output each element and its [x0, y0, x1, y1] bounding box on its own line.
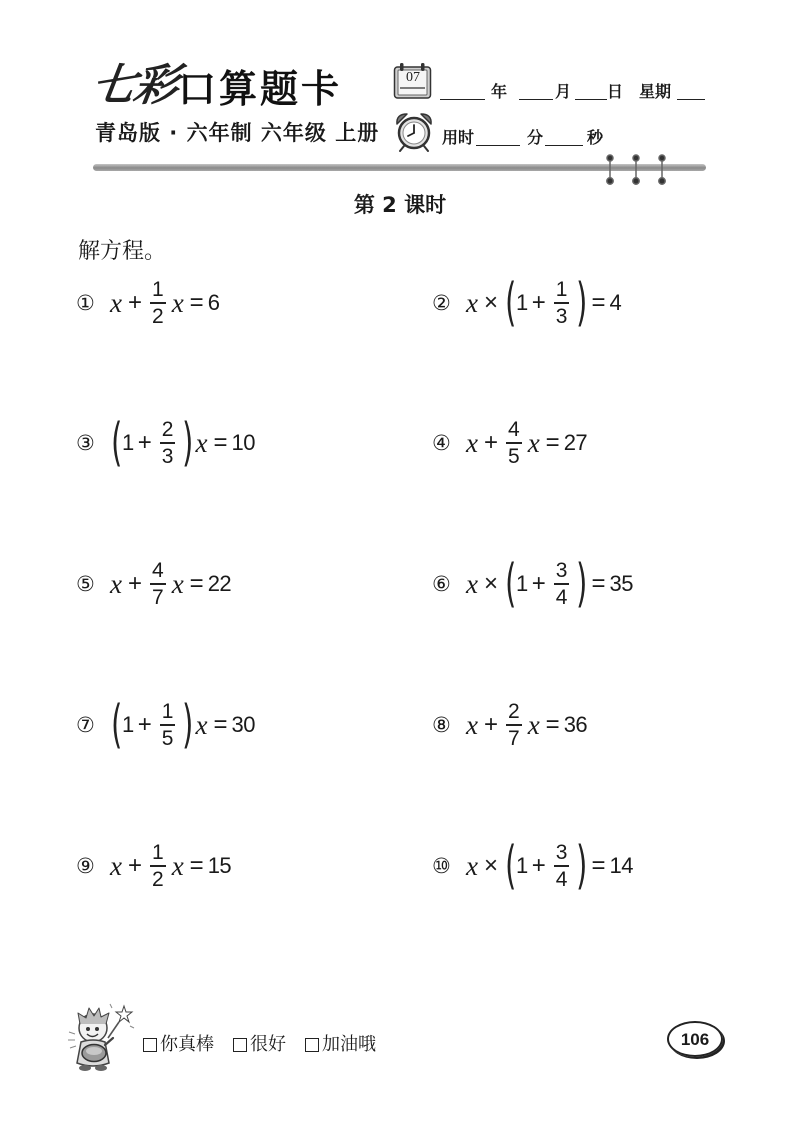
result-value: 10 [231, 430, 255, 455]
variable-x: x [466, 568, 478, 599]
fraction [554, 560, 570, 608]
result-value: 22 [207, 571, 232, 596]
rating-label: 你真棒 [160, 1034, 214, 1055]
rating-checkbox [305, 1038, 319, 1052]
equals-sign: = [213, 711, 228, 738]
number-one: 1 [516, 571, 528, 596]
lesson-title: 第 2 课时 [353, 193, 447, 217]
plus-sign: + [127, 570, 142, 597]
rating-checkbox [233, 1038, 247, 1052]
numerator: 2 [161, 418, 174, 441]
problem-number: ⑨ [76, 853, 95, 878]
problem-2 [432, 273, 621, 333]
denominator: 3 [160, 442, 176, 467]
month-label: 月 [555, 82, 572, 101]
rating-label: 加油哦 [322, 1034, 376, 1055]
date-fields [440, 80, 705, 100]
weekday-blank [677, 84, 705, 100]
rating-option-excellent [143, 1036, 214, 1054]
binding-rings-icon [600, 154, 675, 186]
alarm-clock-icon [393, 110, 435, 152]
numerator: 2 [508, 700, 520, 723]
problem-number: ⑤ [76, 571, 95, 596]
problem-number: ⑩ [432, 853, 451, 878]
denominator: 5 [506, 442, 522, 467]
equals-sign: = [189, 570, 204, 597]
equals-sign: = [189, 289, 204, 316]
variable-x: x [466, 850, 478, 881]
plus-sign: + [531, 289, 546, 316]
fraction [554, 279, 570, 327]
fraction [506, 701, 522, 749]
result-value: 35 [609, 571, 633, 596]
problem-9 [76, 836, 231, 896]
result-value: 27 [563, 430, 588, 455]
rating-checkbox [143, 1038, 157, 1052]
variable-x: x [171, 850, 184, 881]
problem-number: ⑧ [432, 712, 451, 737]
equals-sign: = [591, 852, 606, 879]
year-blank [440, 84, 485, 100]
problem-6 [432, 554, 633, 614]
variable-x: x [466, 287, 478, 318]
numerator: 1 [152, 278, 164, 301]
problem-7 [76, 695, 255, 755]
result-value: 6 [207, 290, 220, 315]
page-number: 106 [680, 1029, 710, 1049]
day-label: 日 [607, 82, 624, 101]
plus-sign: + [127, 852, 142, 879]
fraction [150, 279, 166, 327]
times-sign: × [483, 570, 498, 597]
day-blank [575, 84, 607, 100]
weekday-label: 星期 [639, 82, 672, 101]
problem-number: ⑦ [76, 712, 95, 737]
problem-1 [76, 273, 219, 333]
minutes-label: 分 [527, 128, 544, 147]
result-value: 4 [609, 290, 622, 315]
variable-x: x [171, 287, 184, 318]
left-parenthesis: ( [111, 413, 123, 473]
left-parenthesis: ( [505, 273, 517, 333]
problem-10 [432, 836, 633, 896]
numerator: 1 [555, 278, 568, 301]
problem-8 [432, 695, 587, 755]
fraction [160, 419, 176, 467]
variable-x: x [527, 709, 540, 740]
edition-subtitle: 青岛版 · 六年制 六年级 上册 [95, 121, 380, 145]
result-value: 14 [609, 853, 633, 878]
times-sign: × [483, 852, 498, 879]
numerator: 1 [161, 700, 174, 723]
seconds-blank [545, 130, 583, 146]
denominator: 5 [160, 724, 176, 749]
left-parenthesis: ( [505, 836, 517, 896]
fraction [554, 842, 570, 890]
problem-4 [432, 413, 587, 473]
month-blank [519, 84, 553, 100]
variable-x: x [195, 709, 208, 740]
plus-sign: + [127, 289, 142, 316]
numerator: 3 [555, 559, 568, 582]
result-value: 36 [563, 712, 588, 737]
right-parenthesis: ) [576, 273, 588, 333]
numerator: 1 [152, 841, 164, 864]
equals-sign: = [213, 429, 228, 456]
result-value: 15 [207, 853, 232, 878]
seconds-label: 秒 [587, 128, 604, 147]
calendar-icon [393, 62, 433, 100]
variable-x: x [466, 427, 478, 458]
fraction [506, 419, 522, 467]
plus-sign: + [137, 429, 152, 456]
logo [88, 60, 343, 111]
numerator: 4 [152, 559, 164, 582]
rating-option-keep-going [305, 1036, 376, 1054]
denominator: 4 [554, 865, 570, 890]
variable-x: x [110, 850, 122, 881]
left-parenthesis: ( [111, 695, 123, 755]
variable-x: x [466, 709, 478, 740]
variable-x: x [171, 568, 184, 599]
fraction [160, 701, 176, 749]
number-one: 1 [122, 712, 134, 737]
plus-sign: + [531, 852, 546, 879]
fraction [150, 560, 166, 608]
time-used-fields [442, 126, 603, 146]
number-one: 1 [516, 853, 528, 878]
mascot-illustration [66, 1002, 138, 1074]
denominator: 2 [150, 302, 166, 327]
logo-stylized-text: 七彩 [88, 60, 180, 111]
problem-3 [76, 413, 255, 473]
instruction: 解方程。 [78, 239, 167, 264]
numerator: 4 [508, 418, 520, 441]
denominator: 4 [554, 583, 570, 608]
equals-sign: = [189, 852, 204, 879]
fraction [150, 842, 166, 890]
page-number-badge [667, 1021, 723, 1057]
problem-number: ② [432, 290, 451, 315]
variable-x: x [110, 568, 122, 599]
times-sign: × [483, 289, 498, 316]
plus-sign: + [137, 711, 152, 738]
right-parenthesis: ) [182, 695, 194, 755]
numerator: 3 [555, 841, 568, 864]
number-one: 1 [122, 430, 134, 455]
problem-number: ① [76, 290, 95, 315]
rating-label: 很好 [250, 1034, 286, 1055]
denominator: 7 [506, 724, 522, 749]
right-parenthesis: ) [576, 554, 588, 614]
equals-sign: = [591, 289, 606, 316]
minutes-blank [476, 130, 520, 146]
calendar-number: 07 [406, 70, 420, 85]
problem-number: ③ [76, 430, 95, 455]
number-one: 1 [516, 290, 528, 315]
variable-x: x [195, 427, 208, 458]
equals-sign: = [545, 711, 560, 738]
denominator: 3 [554, 302, 570, 327]
logo-title: 口算题卡 [178, 67, 343, 111]
rating-option-good [233, 1036, 286, 1054]
right-parenthesis: ) [182, 413, 194, 473]
plus-sign: + [483, 429, 498, 456]
right-parenthesis: ) [576, 836, 588, 896]
equals-sign: = [545, 429, 560, 456]
time-used-label: 用时 [442, 128, 475, 147]
problem-5 [76, 554, 231, 614]
problem-number: ⑥ [432, 571, 451, 596]
self-rating [143, 1036, 376, 1054]
variable-x: x [527, 427, 540, 458]
left-parenthesis: ( [505, 554, 517, 614]
denominator: 2 [150, 865, 166, 890]
plus-sign: + [483, 711, 498, 738]
denominator: 7 [150, 583, 166, 608]
variable-x: x [110, 287, 122, 318]
problem-number: ④ [432, 430, 451, 455]
year-label: 年 [491, 82, 508, 101]
result-value: 30 [231, 712, 255, 737]
plus-sign: + [531, 570, 546, 597]
equals-sign: = [591, 570, 606, 597]
